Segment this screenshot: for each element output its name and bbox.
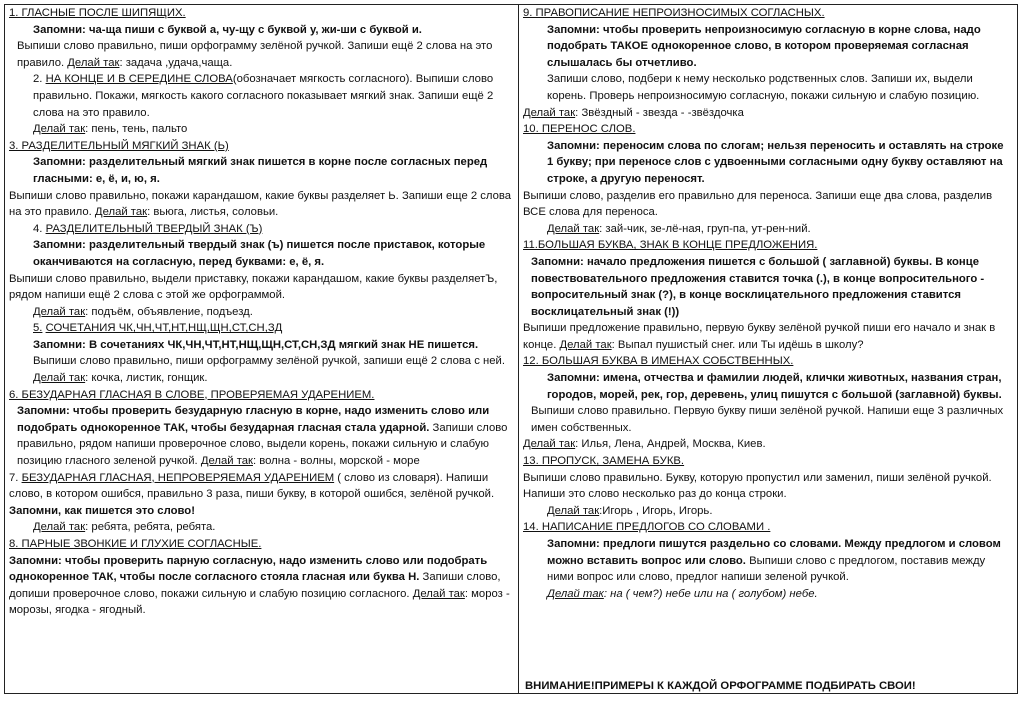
example-text: : задача ,удача,чаща.	[119, 56, 233, 69]
section-title: СОЧЕТАНИЯ ЧК,ЧН,ЧТ,НТ,НЩ,ЩН,СТ,СН,ЗД	[45, 322, 283, 335]
example-text: : волна - волны, морской - море	[252, 455, 420, 468]
rule-text: Запомни: ча-ща пиши с буквой а, чу-щу с буквой у, жи-ши с буквой и.	[33, 23, 422, 36]
task-text: Выпиши слово правильно, выдели приставку, покажи карандашом, какие буквы разделяетЪ, рядом напиши ещё 2 слова с этой же орфограммой.	[9, 272, 498, 302]
example-label: Делай так	[412, 587, 465, 600]
example-label: Делай так	[547, 222, 600, 235]
task-text: Выпиши слово с предлогом, поставив между ними вопрос или слово, предлог напиши зеленой ручкой.	[547, 554, 986, 584]
example-label: Делай так	[94, 206, 148, 219]
rule-text: Запомни, как пишется это слово!	[9, 504, 195, 517]
example-label: Делай так	[33, 305, 86, 318]
section-title: 1. ГЛАСНЫЕ ПОСЛЕ ШИПЯЩИХ.	[9, 7, 186, 19]
rule-text: Запомни: разделительный твердый знак (ъ) пишется после приставок, которые оканчиваются на согласную, перед буквами: е, ё, я.	[33, 239, 486, 268]
example-text: : Выпал пушистый снег. или Ты идёшь в школу?	[611, 338, 864, 351]
task-text: Выпиши слово правильно, покажи карандашом, какие буквы разделяет Ь. Запиши еще 2 слова на это правило.	[9, 189, 512, 219]
section-title: 8. ПАРНЫЕ ЗВОНКИЕ И ГЛУХИЕ СОГЛАСНЫЕ.	[9, 538, 262, 550]
rule-text: Запомни: В сочетаниях ЧК,ЧН,ЧТ,НТ,НЩ,ЩН,СТ,СН,ЗД мягкий знак НЕ пишется.	[33, 338, 479, 351]
example-label: Делай так	[33, 521, 86, 534]
task-text: Выпиши слово правильно. Букву, которую пропустил или заменил, пиши зелёной ручкой. Напиши это слово несколько раз до конца строки.	[523, 471, 992, 501]
example-text: : вьюга, листья, соловьи.	[147, 206, 279, 219]
section-number: 7.	[9, 471, 19, 484]
example-text: : зай-чик, зе-лё-ная, груп-па, ут-рен-ний.	[599, 222, 811, 235]
example-label: Делай так	[67, 56, 120, 69]
example-text: : на ( чем?) небе или на ( голубом) небе.	[603, 587, 818, 600]
section-title: 11.БОЛЬШАЯ БУКВА, ЗНАК В КОНЦЕ ПРЕДЛОЖЕНИЯ.	[523, 239, 818, 252]
rule-text: Запомни: начало предложения пишется с большой ( заглавной) буквы. В конце повествовательного предложения ставится точка (.), в конце вопросительного - вопросительный знак (?), в конце восклицательного предложения ставится восклицательный знак (!))	[531, 255, 985, 318]
task-text: Запиши слово правильно, рядом напиши проверочное слово, выдели корень, покажи сильную и слабую позицию гласного зеленой ручкой.	[17, 421, 508, 468]
section-title: 10. ПЕРЕНОС СЛОВ.	[523, 123, 636, 136]
task-text: (обозначает мягкость согласного). Выпиши слово правильно. Покажи, мягкость какого согласного показывает мягкий знак. Запиши ещё 2 слова на это правило.	[33, 73, 494, 119]
section-title: 6. БЕЗУДАРНАЯ ГЛАСНАЯ В СЛОВЕ, ПРОВЕРЯЕМАЯ УДАРЕНИЕМ.	[9, 388, 375, 401]
example-text: : ребята, ребята, ребята.	[85, 521, 216, 534]
example-label: Делай так	[523, 106, 576, 119]
section-number: 5.	[33, 322, 43, 335]
task-text: Запиши слово, допиши проверочное слово, покажи сильную и слабую позицию согласного.	[9, 571, 501, 600]
example-text: : Илья, Лена, Андрей, Москва, Киев.	[575, 438, 766, 451]
section-title: 9. ПРАВОПИСАНИЕ НЕПРОИЗНОСИМЫХ СОГЛАСНЫХ.	[523, 7, 825, 19]
example-label: Делай так	[200, 455, 253, 468]
example-label: Делай так	[547, 504, 600, 517]
section-number: 4.	[33, 222, 43, 235]
example-text: :Игорь , Игорь, Игорь.	[599, 504, 713, 517]
rule-text: Запомни: чтобы проверить парную согласную, надо изменить слово или подобрать однокоренное ТАК, чтобы после согласного стояла гласная или буква Н.	[9, 554, 488, 584]
warning-note: ВНИМАНИЕ!ПРИМЕРЫ К КАЖДОЙ ОРФОГРАММЕ ПОДБИРАТЬ СВОИ!	[525, 680, 916, 692]
task-text: Выпиши слово, разделив его правильно для переноса. Запиши еще два слова, разделив ВСЕ слова для переноса.	[523, 189, 993, 219]
section-title: 13. ПРОПУСК, ЗАМЕНА БУКВ.	[523, 455, 685, 468]
task-text: Напиши слово, в котором ошибся, правильно 3 раза, пиши букву, в которой ошибся, зелёной ручкой.	[9, 471, 495, 501]
rule-text: Запомни: разделительный мягкий знак пишется в корне после согласных перед гласными: е, ё, и, ю, я.	[33, 156, 488, 185]
left-column	[5, 5, 519, 693]
section-title: РАЗДЕЛИТЕЛЬНЫЙ ТВЕРДЫЙ ЗНАК (Ъ)	[45, 222, 263, 235]
task-text: Выпиши слово правильно, пиши орфограмму зелёной ручкой, запиши ещё 2 слова с ней.	[33, 355, 505, 368]
task-text: Выпиши слово правильно. Первую букву пиши зелёной ручкой. Напиши еще 3 различных имен собственных.	[531, 405, 1004, 434]
section-title: 14. НАПИСАНИЕ ПРЕДЛОГОВ СО СЛОВАМИ .	[523, 521, 771, 534]
example-text: : пень, тень, пальто	[85, 123, 188, 136]
example-label: Делай так	[33, 372, 86, 385]
section-title: БЕЗУДАРНАЯ ГЛАСНАЯ, НЕПРОВЕРЯЕМАЯ УДАРЕНИЕМ	[21, 471, 335, 484]
example-text: Звёздный - звезда - -звёздочка	[581, 106, 744, 119]
rules-table	[4, 4, 1018, 694]
section-number: 2.	[33, 73, 43, 86]
task-text: Запиши слово, подбери к нему несколько родственных слов. Запиши их, выдели корень. Проверь непроизносимую согласную, покажи сильную и слабую позицию.	[547, 73, 980, 102]
example-label: Делай так	[523, 438, 576, 451]
rule-text: Запомни: чтобы проверить безударную гласную в корне, надо изменить слово или подобрать однокоренное ТАК, чтобы безударная гласная стала ударной.	[17, 405, 490, 434]
example-text: : мороз - морозы, ягодка - ягодный.	[9, 587, 510, 617]
section-title: НА КОНЦЕ И В СЕРЕДИНЕ СЛОВА	[45, 73, 233, 86]
example-label: Делай так	[559, 338, 612, 351]
rule-text: Запомни: переносим слова по слогам; нельзя переносить и оставлять на строке 1 букву; при переносе слов с удвоенными согласными одну букву оставляют на строке, а другую переносят.	[547, 139, 1004, 185]
section-title: 3. РАЗДЕЛИТЕЛЬНЫЙ МЯГКИЙ ЗНАК (Ь)	[9, 139, 229, 152]
section-title-suffix: ( слово из словаря).	[337, 471, 443, 484]
rule-text: Запомни: предлоги пишутся раздельно со словами. Между предлогом и словом можно вставить вопрос или слово.	[547, 538, 1001, 567]
task-text: Выпиши предложение правильно, первую букву зелёной ручкой пиши его начало и знак в конце.	[523, 322, 996, 351]
rule-text: Запомни: чтобы проверить непроизносимую согласную в корне слова, надо подобрать ТАКОЕ однокоренное слово, в котором проверяемая согласная слышалась бы отчетливо.	[547, 23, 981, 69]
task-text: Выпиши слово правильно, пиши орфограмму зелёной ручкой. Запиши ещё 2 слова на это правило.	[17, 40, 493, 69]
example-label: Делай так	[547, 587, 604, 600]
right-column: 9. ПРАВОПИСАНИЕ НЕПРОИЗНОСИМЫХ СОГЛАСНЫХ. Запомни: чтобы проверить непроизносимую согласную в корне слова, надо подобрать ТАКОЕ однокоренное слово, в котором проверяемая согласная слышалась бы отчетливо. Запиши слово, подбери к нему несколько родственных слов. Запиши их, выдели корень. Проверь непроизносимую согласную, покажи сильную и слабую позицию. Делай так: Звёздный - звезда - -звёздочка 10. ПЕРЕНОС СЛОВ. Запомни: переносим слова по слогам; нельзя переносить и оставлять на строке 1 букву; при переносе слов с удвоенными согласными одну букву оставляют на строке, а другую переносят. Выпиши слово, разделив его правильно для переноса. Запиши еще два слова, разделив ВСЕ слова для переноса. Делай так: зай-чик, зе-лё-ная, груп-па, ут-рен-ний. 11.БОЛЬШАЯ БУКВА, ЗНАК В КОНЦЕ ПРЕДЛОЖЕНИЯ. Запомни: начало предложения пишется с большой ( заглавной) буквы. В конце повествовательного предложения ставится точка (.), в конце вопросительного - вопросительный знак (?), в конце восклицательного предложения ставится восклицательный знак (!)) Выпиши предложение правильно, первую букву зелёной ручкой пиши его начало и знак в конце. Делай так: Выпал пушистый снег. или Ты идёшь в школу? 12. БОЛЬШАЯ БУКВА В ИМЕНАХ СОБСТВЕННЫХ. Запомни: имена, отчества и фамилии людей, клички животных, названия стран, городов, морей, рек, гор, деревень, улиц пишутся с большой (заглавной) буквы. Выпиши слово правильно. Первую букву пиши зелёной ручкой. Напиши еще 3 различных имен собственных. Делай так: Илья, Лена, Андрей, Москва, Киев. 13. ПРОПУСК, ЗАМЕНА БУКВ. Выпиши слово правильно. Букву, которую пропустил или заменил, пиши зелёной ручкой. Напиши это слово несколько раз до конца строки. Делай так:Игорь , Игорь, Игорь. 14. НАПИСАНИЕ ПРЕДЛОГОВ СО СЛОВАМИ . Запомни: предлоги пишутся раздельно со словами. Между предлогом и словом можно вставить вопрос или слово. Выпиши слово с предлогом, поставив между ними вопрос или слово, предлог напиши зеленой ручкой. Делай так: на ( чем?) небе или на ( голубом) небе. ВНИМАНИЕ!ПРИМЕРЫ К КАЖДОЙ ОРФОГРАММЕ ПОДБИРАТЬ СВОИ!	[519, 5, 1015, 693]
example-text: : кочка, листик, гонщик.	[85, 372, 208, 385]
rule-text: Запомни: имена, отчества и фамилии людей, клички животных, названия стран, городов, морей, рек, гор, деревень, улиц пишутся с большой (заглавной) буквы.	[547, 372, 1002, 401]
example-text: : подъём, объявление, подъезд.	[85, 305, 253, 318]
section-title: 12. БОЛЬШАЯ БУКВА В ИМЕНАХ СОБСТВЕННЫХ.	[523, 355, 794, 368]
example-label: Делай так	[33, 123, 86, 136]
